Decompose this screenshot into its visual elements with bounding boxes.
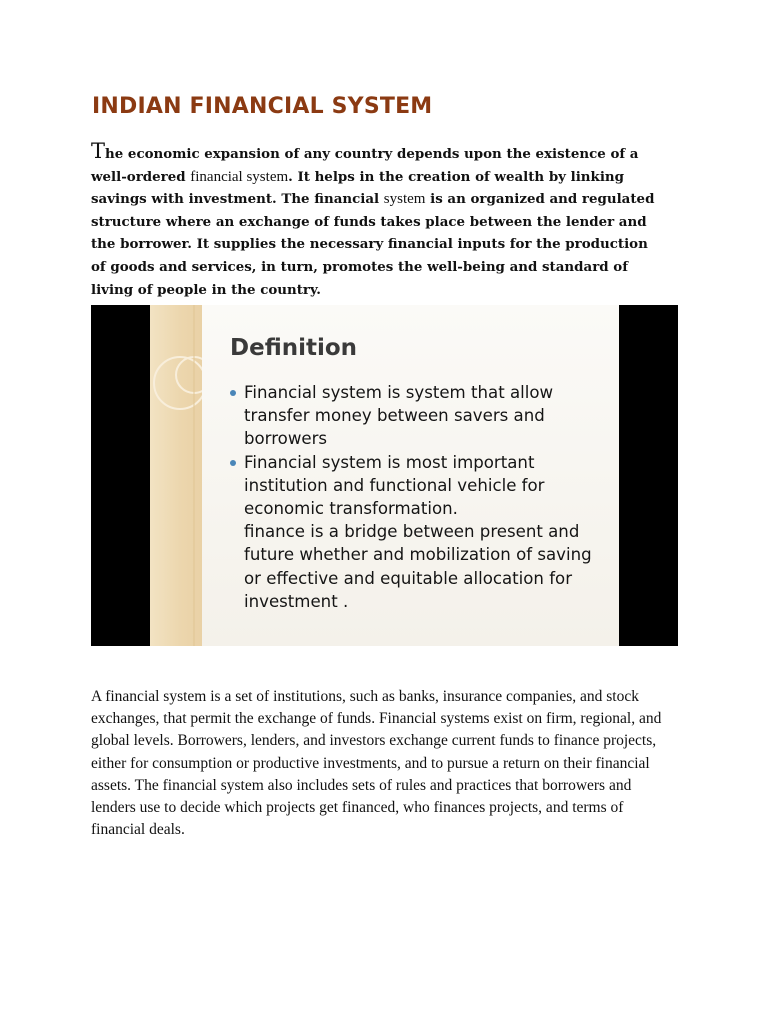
intro-dropcap: T: [91, 139, 106, 163]
bullet-dot-icon: [230, 460, 236, 466]
definition-slide-image: [91, 305, 678, 646]
slide-bullet-item: [230, 451, 610, 521]
slide-bullet-text: Financial system is system that allow transfer money between savers and borrowers: [244, 383, 554, 449]
slide-bullet-item: [230, 381, 610, 451]
slide-content: [150, 305, 619, 646]
intro-text-3: is an organized and regulated structure where an exchange of funds takes place between the lender and the borrower. It supplies the necessary financial inputs for the production of goods and services, in turn, promotes the well-being and standard of living of people in the country.: [91, 191, 655, 298]
body-paragraph: A financial system is a set of institutions, such as banks, insurance companies, and stock exchanges, that permit the exchange of funds. Financial systems exist on firm, regional, and global levels. Borrowers, lenders, and investors exchange current funds to finance projects, either for consumption or productive investments, and to pursue a return on their financial assets. The financial system also includes sets of rules and practices that borrowers and lenders use to decide which projects get financed, who finances projects, and terms of financial deals.: [91, 688, 662, 839]
slide-continuation-text: finance is a bridge between present and future whether and mobilization of saving or effective and equitable allocation for investment .: [244, 522, 592, 611]
intro-text-1: he economic expansion of any country depends upon the existence of a well-ordered: [91, 146, 639, 185]
slide-bullet-list: [230, 381, 610, 613]
slide-decorative-strip: [150, 305, 202, 646]
intro-text-2: . It helps in the creation of wealth by linking savings with investment. The financial: [91, 168, 624, 208]
decorative-circles-icon: [150, 305, 202, 646]
page-title: INDIAN FINANCIAL SYSTEM: [92, 94, 433, 119]
bullet-dot-icon: [230, 390, 236, 396]
intro-paragraph: [91, 140, 661, 301]
intro-term-system: system: [383, 191, 426, 208]
slide-title: Definition: [230, 335, 358, 361]
intro-term-financial-system: financial system: [190, 168, 289, 185]
slide-bullet-text: Financial system is most important institution and functional vehicle for economic transformation.: [244, 452, 545, 519]
